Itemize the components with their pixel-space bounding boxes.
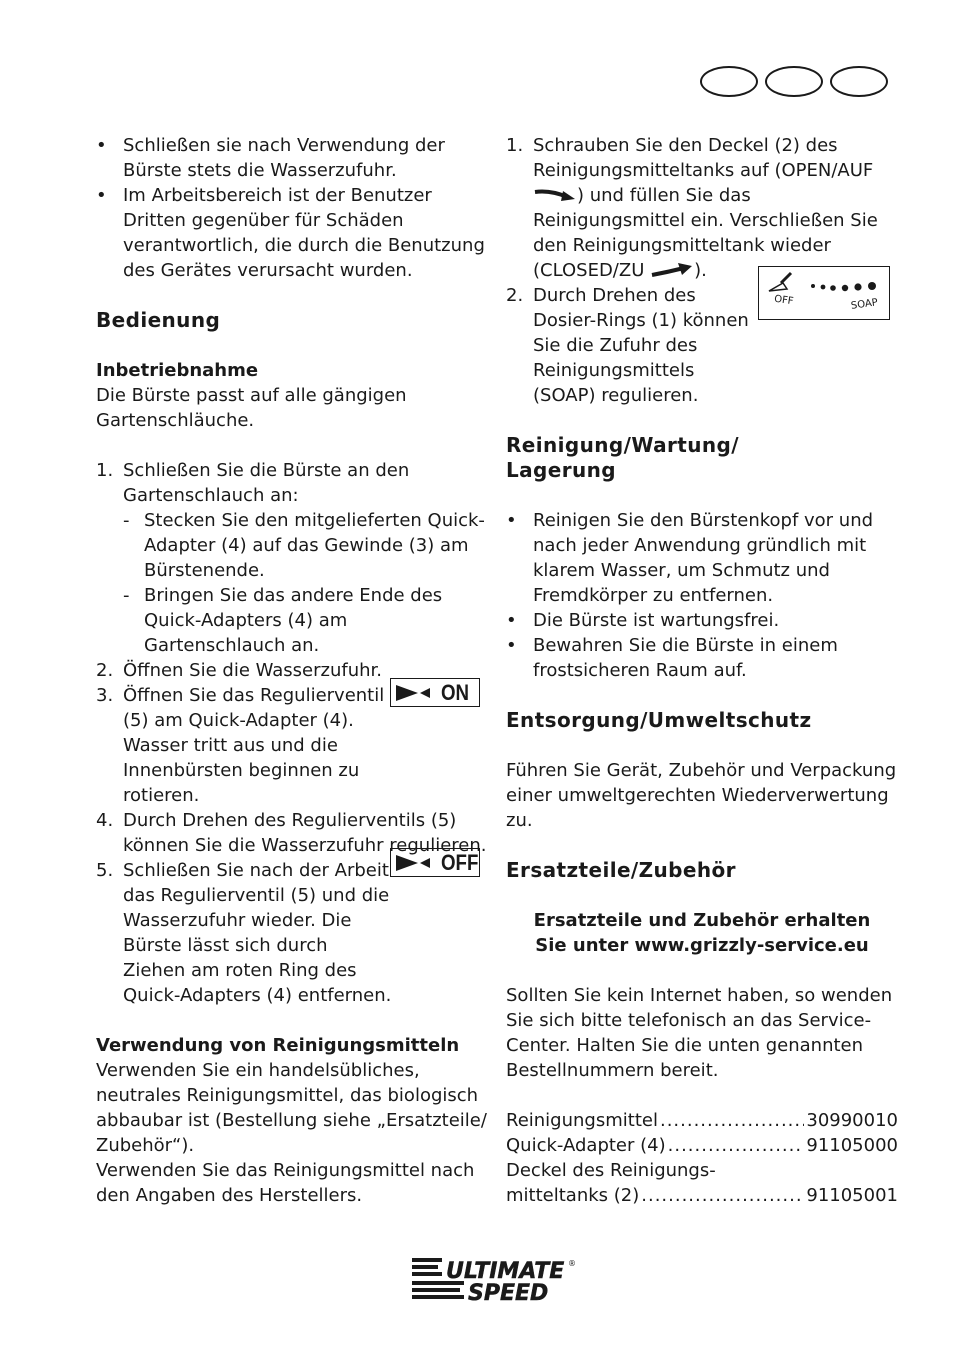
list-item: • Bewahren Sie die Bürste in einem frostsicheren Raum auf. (506, 635, 838, 681)
brand-logo-icon (412, 1254, 578, 1306)
paragraph: Verwenden Sie ein handelsübliches, neutrales Reinigungsmittel, das biologisch abbaubar ist (Bestellung siehe „Ersatzteile/ Zubehör“). (96, 1060, 487, 1156)
list-item: • Die Bürste ist wartungsfrei. (506, 610, 780, 631)
step-item: 5. Schließen Sie nach der Arbeit das Regulierventil (5) und die Wasserzufuhr wieder. Die Bürste lässt sich durch Ziehen am roten Ring des Quick-Adapters (4) entfernen. (96, 860, 392, 1006)
sub-step-item: - Bringen Sie das andere Ende des Quick-Adapters (4) am Gartenschlauch an. (123, 585, 443, 656)
paragraph: Sollten Sie kein Internet haben, so wenden Sie sich bitte telefonisch an das Service-Center. Halten Sie die unten genannten Bestellnummern bereit. (506, 985, 893, 1081)
step-item: 2. Öffnen Sie die Wasserzufuhr. (96, 660, 383, 681)
closed-arrow-icon (650, 262, 694, 278)
list-item: • Im Arbeitsbereich ist der Benutzer Dritten gegenüber für Schäden verantwortlich, die durch die Benutzung des Gerätes verursacht wurden. (96, 185, 485, 281)
valve-off-badge: OFF (390, 848, 480, 877)
soap-dial-figure (758, 266, 890, 320)
language-oval (765, 66, 823, 97)
subheading-reinigungsmittel: Verwendung von Reinigungsmitteln (96, 1035, 460, 1056)
section-heading-entsorgung: Entsorgung/Umweltschutz (506, 708, 812, 732)
parts-list-row: Quick-Adapter (4) ..... 91105000 (506, 1133, 898, 1158)
parts-list-row: mitteltanks (2) ..... 91105001 (506, 1183, 898, 1208)
subheading-inbetriebnahme: Inbetriebnahme (96, 360, 259, 381)
service-info: Ersatzteile und Zubehör erhalten Sie unter www.grizzly-service.eu (533, 910, 871, 956)
step-item: 4. Durch Drehen des Regulierventils (5) können Sie die Wasserzufuhr regulieren. (96, 810, 487, 856)
language-oval (830, 66, 888, 97)
section-heading-ersatzteile: Ersatzteile/Zubehör (506, 858, 736, 882)
dial-soap-label: SOAP (850, 297, 879, 312)
sub-step-item: - Stecken Sie den mitgelieferten Quick-Adapter (4) auf das Gewinde (3) am Bürstenende. (123, 510, 485, 581)
open-arrow-icon (533, 187, 577, 203)
language-oval (700, 66, 758, 97)
section-heading-reinigung: Reinigung/Wartung/ Lagerung (506, 433, 739, 482)
step-item: 2. Durch Drehen des Dosier-Rings (1) können Sie die Zufuhr des Reinigungsmittels (SOAP) regulieren. (506, 285, 749, 406)
dial-off-label: OFF (773, 293, 795, 308)
svg-text:®: ® (568, 1259, 576, 1268)
svg-text:ULTIMATE: ULTIMATE (446, 1259, 565, 1284)
play-arrow-icon (396, 853, 440, 873)
step-item: 1. Schließen Sie die Bürste an den Gartenschlauch an: (96, 460, 410, 506)
parts-list-row: Reinigungsmittel ..... 30990010 (506, 1108, 898, 1133)
paragraph: Führen Sie Gerät, Zubehör und Verpackung einer umweltgerechten Wiederverwertung zu. (506, 760, 897, 831)
left-column (96, 133, 488, 1208)
ultimate-speed-logo (412, 1254, 578, 1306)
list-item: • Schließen sie nach Verwendung der Bürste stets die Wasserzufuhr. (96, 135, 445, 181)
valve-on-badge: ON (390, 678, 480, 707)
paragraph: Die Bürste passt auf alle gängigen Gartenschläuche. (96, 385, 407, 431)
language-ovals (700, 66, 890, 99)
paragraph: Verwenden Sie das Reinigungsmittel nach den Angaben des Herstellers. (96, 1160, 475, 1206)
right-column (506, 133, 898, 1208)
section-heading-bedienung: Bedienung (96, 308, 221, 332)
step-item: 3. Öffnen Sie das Regulierventil (5) am Quick-Adapter (4). Wasser tritt aus und die Innenbürsten beginnen zu rotieren. (96, 685, 385, 806)
parts-list-row: Deckel des Reinigungs- (506, 1160, 716, 1181)
step-item: 1. Schrauben Sie den Deckel (2) des Reinigungsmitteltanks auf (OPEN/AUF ) und füllen Sie das Reinigungsmittel ein. Verschließen Sie den Reinigungsmitteltank wieder (CLOSED/ZU ). (506, 135, 878, 281)
svg-text:SPEED: SPEED (468, 1281, 549, 1306)
list-item: • Reinigen Sie den Bürstenkopf vor und nach jeder Anwendung gründlich mit klarem Wasser, um Schmutz und Fremdkörper zu entfernen. (506, 510, 874, 606)
play-arrow-icon (396, 683, 440, 703)
